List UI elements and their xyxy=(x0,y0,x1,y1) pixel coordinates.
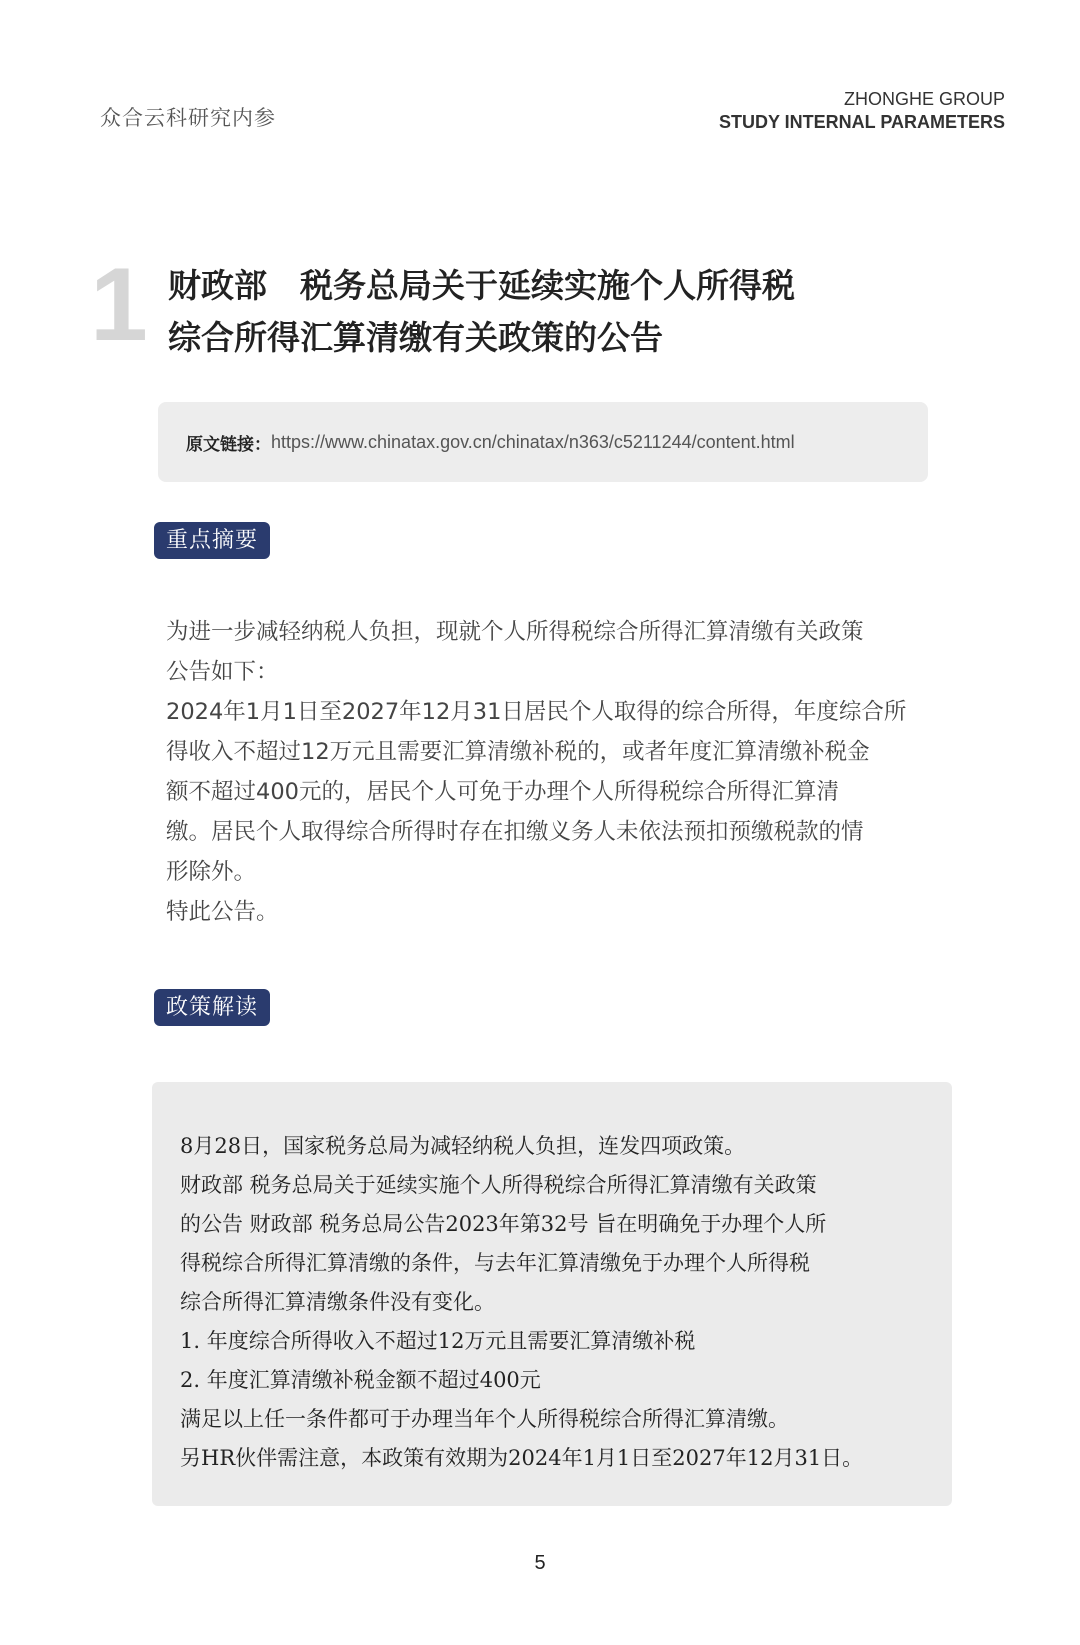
summary-text xyxy=(166,612,926,932)
summary-line: 得收入不超过12万元且需要汇算清缴补税的，或者年度汇算清缴补税金 xyxy=(166,739,870,765)
summary-line: 为进一步减轻纳税人负担，现就个人所得税综合所得汇算清缴有关政策 xyxy=(166,619,864,645)
summary-line: 形除外。 xyxy=(166,859,257,885)
interpretation-line: 2. 年度汇算清缴补税金额不超过400元 xyxy=(180,1368,541,1392)
interpretation-line: 满足以上任一条件都可于办理当年个人所得税综合所得汇算清缴。 xyxy=(180,1407,789,1431)
interpretation-line: 综合所得汇算清缴条件没有变化。 xyxy=(180,1290,495,1314)
interpretation-line: 得税综合所得汇算清缴的条件，与去年汇算清缴免于办理个人所得税 xyxy=(180,1251,810,1275)
section-number: 1 xyxy=(90,247,148,363)
interpretation-line: 的公告 财政部 税务总局公告2023年第32号 旨在明确免于办理个人所 xyxy=(180,1212,827,1236)
header-brand-line2: STUDY INTERNAL PARAMETERS xyxy=(718,112,1005,132)
interpretation-line: 财政部 税务总局关于延续实施个人所得税综合所得汇算清缴有关政策 xyxy=(180,1173,817,1197)
interpretation-line: 另HR伙伴需注意，本政策有效期为2024年1月1日至2027年12月31日。 xyxy=(180,1446,864,1470)
title-line-2: 综合所得汇算清缴有关政策的公告 xyxy=(168,318,663,357)
header-publication-name: 众合云科研究内参 xyxy=(100,106,276,130)
source-link-label: 原文链接： xyxy=(186,434,271,455)
interpretation-line: 1. 年度综合所得收入不超过12万元且需要汇算清缴补税 xyxy=(180,1329,696,1353)
header-brand-line1: ZHONGHE GROUP xyxy=(843,89,1005,109)
source-link-url[interactable]: https://www.chinatax.gov.cn/chinatax/n363/c5211244/content.html xyxy=(271,431,795,452)
summary-line: 2024年1月1日至2027年12月31日居民个人取得的综合所得，年度综合所 xyxy=(166,699,907,725)
interpretation-badge: 政策解读 xyxy=(154,989,270,1026)
interpretation-text xyxy=(180,1127,940,1478)
summary-badge: 重点摘要 xyxy=(154,522,270,559)
summary-line: 公告如下： xyxy=(166,659,279,685)
page-number: 5 xyxy=(534,1552,546,1574)
header-brand xyxy=(719,88,1005,134)
page-title xyxy=(168,260,968,364)
summary-line: 特此公告。 xyxy=(166,899,279,925)
summary-line: 额不超过400元的，居民个人可免于办理个人所得税综合所得汇算清 xyxy=(166,779,839,805)
source-link-box xyxy=(158,402,928,482)
interpretation-line: 8月28日，国家税务总局为减轻纳税人负担，连发四项政策。 xyxy=(180,1134,746,1158)
summary-line: 缴。居民个人取得综合所得时存在扣缴义务人未依法预扣预缴税款的情 xyxy=(166,819,864,845)
title-line-1: 财政部 税务总局关于延续实施个人所得税 xyxy=(168,266,795,305)
